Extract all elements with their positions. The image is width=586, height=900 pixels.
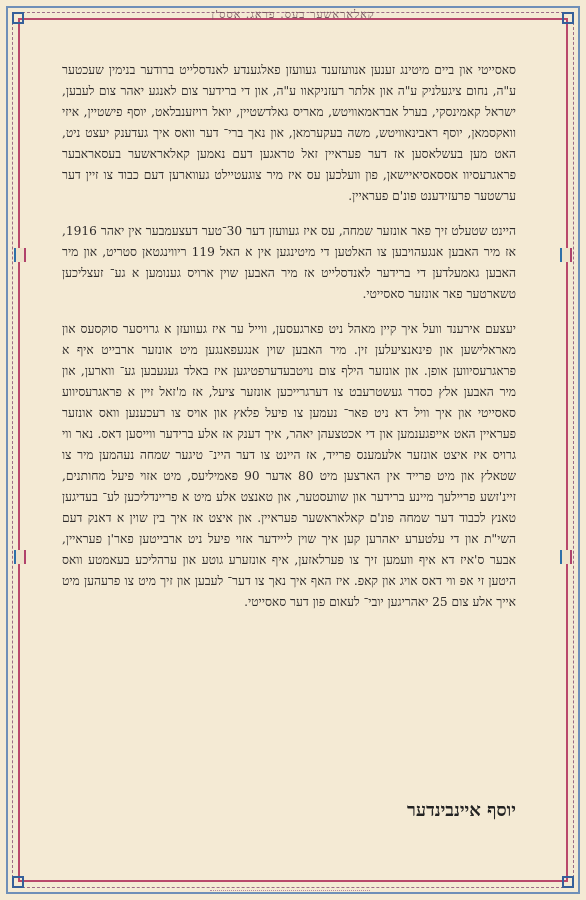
document-body (62, 60, 516, 627)
footer-ornament (210, 885, 370, 891)
signature: יוסף איינבינדער (407, 800, 516, 821)
side-ornament (560, 248, 572, 262)
paragraph: יעצעם אירענד וועל איך קיין מאהל ניט פארגעסען, ווייל ער איז געוועזן א גרויסער סוקסעס און מאראלישען און פינאנציעלען זין. מיר האבען שוין אנגעפאנגען מיט אונזער ארבייט איף א פראגרעסיווען אופן. און אונזער הילף צום נויטבעדערפטיגען איז באלד געגעבען גע־ ווארען, און מיר האבען אלץ כסדר געשטרעבט צו דערגרייכען אונזער ציעל, אז מ'זאל זיין א פראגרעסיווע סאסייטי און איך וויל דא ניט פאר־ נעמען צו פיעל פלאץ און אויס צו רעכענען וואס אונזער פעראיין האט אייפגענמען און די אכטצעהן יאהר, איך דענק אז אלע ברידער ווייסען דאס. נאר ווי גרויס איז איצט אונזער אלעמענס פרייד, אז היינט צו דער היינ־ טיגער שמחה נעהמען מיר צו שטאלץ און מיט פרייד אין הארצען מיט 80 אדער 90 פאמיליעס, מיט אזוי פיעל מחותנים, זיינ'זשע פריילעך מיינע ברידער און שוועסטער, און טאנצט אלע מיט א פריינדליכען לע־ בעדיגען טאנץ לכבוד דער שמחה פונ'ם קאלאראשער פעראיין. און איצט אז איך בין שוין א דאנק דעם השי"ת און די עלטערע יאהרען קען איך שוין לייידער אזוי פיעל ניט ארבייטען פאר'ן פעראיין, אבער ס'איז דא איף וועמען זיך צו פערלאזען, איף אונזערע גוטע און ערהליכע בעאמטע וואס היטען זי אפ ווי דאס אויג און קאפ. איז האף איך נאך צו דער־ לעבען און זיך מיט צו פרעהען מיט אייך אלע צום 25 יאהריגען יובי־ לעאום פון דער סאסייטי. (62, 322, 516, 609)
paragraph: סאסייטי און ביים מיטינג זענען אנוועזענד געוועזן פאלגענדע לאנדסלייט ברודער בנימין שעכטער ע"ה, נחום ציגעלניק ע"ה און אלתר רעזניקאוו ע"ה, און די ברידער צום לאנגע יאהר צום לעבען, ישראל קאמינסקי, בערל אבראמאוויטש, מאריס גאלדשטיין, יואל רויזענבלאט, יוסף פישטיין, איזי וואקסמאן, יוסף ראבינאוויטש, משה בעקערמאן, און נאך ברי־ דער וואס איך געדענק יעצט ניט, האט מען בעשלאסען אז דער פעראיין זאל טראגען דעם נאמען קאלאראשער בעסאראבער פראגרעסיוו אססאסיאיישאן, פון וועלכען עס איז מיר צוגעטיילט געווארען דעם כבוד צו זיין דער ערשטער פרעזידענט פונ'ם פעראיין. (62, 63, 516, 203)
paragraph: היינט שטעלט זיך פאר אונזער שמחה, עס איז געוועזן דער 30־טער דעצעמבער אין יאהר 1916, אז מיר האבען אנגעהויבען צו האלטען די מיטינגען אין א האל 119 ריווינגטאן סטריט, און מיר האבען גאמעלדען די ברידער לאנדסלייט אז מיר האבען שוין ארויס גענומען א גע־ זעצליכען טשארטער פאר אונזער סאסייטי. (62, 224, 516, 301)
page-header: קאלאראשער בעס. פראג. אסס'ן (211, 8, 375, 21)
side-ornament (14, 550, 26, 564)
side-ornament (560, 550, 572, 564)
corner-ornament (12, 876, 24, 888)
side-ornament (14, 248, 26, 262)
corner-ornament (562, 876, 574, 888)
